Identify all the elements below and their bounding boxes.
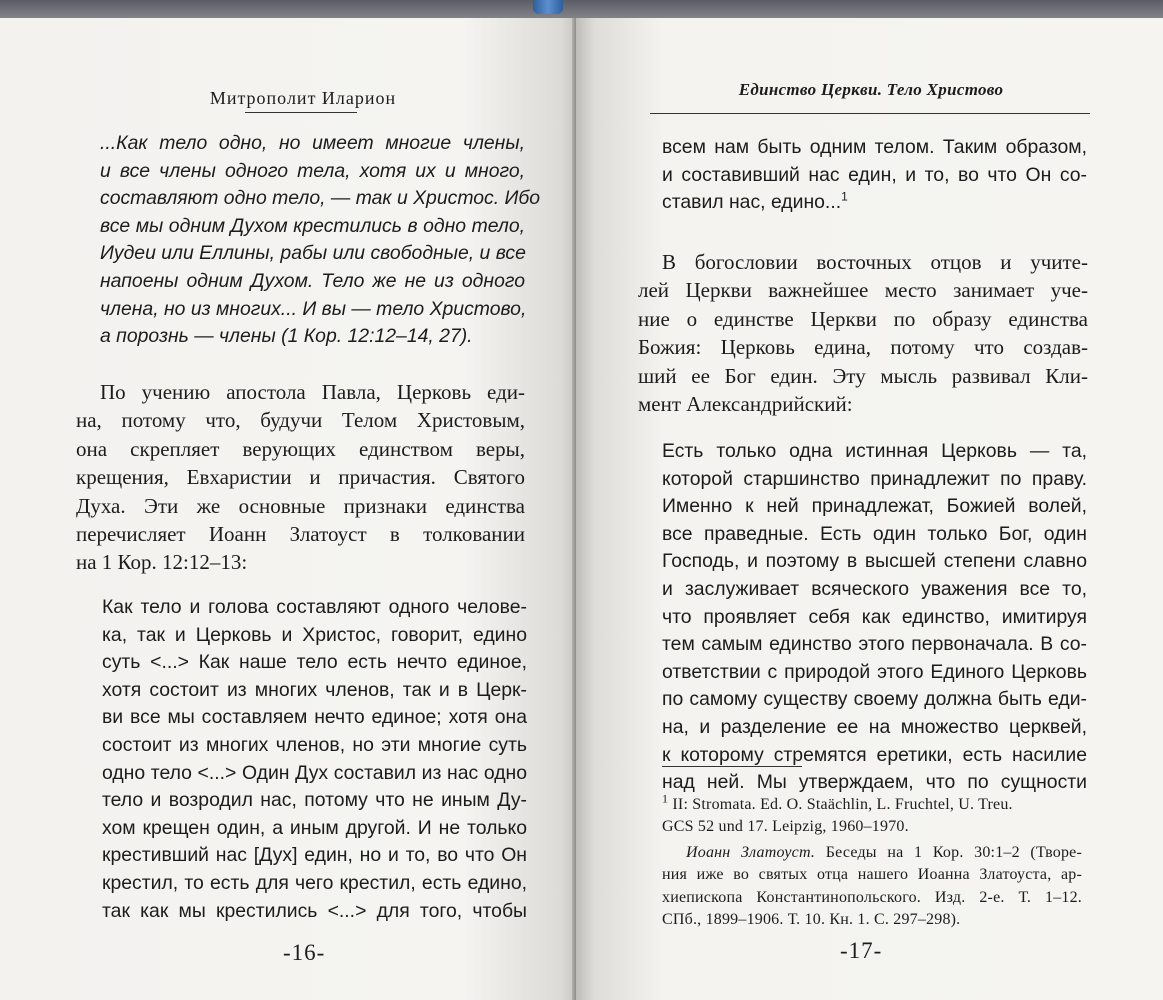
quote-line: так как мы крестились <...> для того, чтобы: [102, 899, 527, 922]
page-number: -16-: [283, 940, 326, 965]
scripture-quote: [100, 130, 541, 351]
running-head-left: Митрополит Иларион: [209, 88, 397, 108]
footnote-text: Беседы на 1 Кор. 30:1–2 (Творе-: [825, 844, 1082, 861]
quote-line: которой старшинство принадлежит по праву.: [662, 467, 1087, 490]
quote-line: и заслуживает всяческого уважения все то,: [662, 577, 1087, 600]
footnote-1: [662, 791, 1082, 839]
footnote-author: Иоанн Златоуст.: [686, 844, 816, 861]
paragraph-line: По учению апостола Павла, Церковь еди-: [100, 380, 525, 404]
quote-line: и все члены одного тела, хотя их и много,: [100, 159, 525, 182]
quote-continuation: [662, 134, 1087, 217]
quote-line: все праведные. Есть один только Бог, один: [662, 522, 1087, 545]
paragraph-line: В богословии восточных отцов и учите-: [662, 250, 1088, 274]
quote-line: напоены одним Духом. Тело же не из одного: [100, 269, 525, 292]
quote-line: суть <...> Как наше тело есть нечто единое,: [102, 651, 527, 674]
quote-line: одно тело <...> Один Дух составил из нас одно: [102, 761, 527, 784]
paragraph-line: на 1 Кор. 12:12–13:: [76, 550, 248, 575]
quote-line: Господь, и поэтому в высшей степени славно: [662, 550, 1087, 573]
quote-line: составляют одно тело, — так и Христос. Ибо: [100, 187, 541, 210]
quote-line-text: ставил нас, едино...: [662, 191, 842, 214]
quote-line: ви все мы составляем нечто единое; хотя она: [102, 706, 527, 729]
quote-line: [662, 189, 1087, 217]
footnote-line: хиепископа Константинопольского. Изд. 2-е. Т. 1–12.: [662, 888, 1082, 906]
quote-line: а порознь — члены (1 Кор. 12:12–14, 27).: [100, 325, 473, 348]
running-head-rule: [650, 113, 1090, 114]
footnote-line: СПб., 1899–1906. Т. 10. Кн. 1. С. 297–298).: [662, 911, 961, 929]
quote-line: на, и разделение ее на множество церквей,: [662, 715, 1087, 738]
paragraph-line: Духа. Эти же основные признаки единства: [76, 493, 525, 518]
paragraph-line: она скрепляет верующих единством веры,: [76, 436, 525, 461]
footnote-text: II: Stromata. Ed. O. Staächlin, L. Fruchtel, U. Treu.: [672, 796, 1013, 813]
body-paragraph: [638, 248, 1088, 418]
quote-line: состоит из многих членов, но эти многие суть: [102, 733, 527, 756]
quote-line: и составивший нас един, и то, во что Он со-: [662, 163, 1087, 186]
running-head-right: Единство Церкви. Тело Христово: [738, 80, 1004, 99]
quote-line: крестил, то есть для чего крестил, есть едино,: [102, 871, 527, 894]
footnote-ref: 1: [841, 189, 848, 204]
right-page: [576, 18, 1163, 1000]
footnote-line: [662, 842, 1082, 864]
quote-line: хом крещен один, а иным другой. И не только: [102, 816, 527, 839]
quote-line: члена, но из многих... И вы — тело Христово,: [100, 297, 527, 320]
paragraph-line: крещения, Евхаристии и причастия. Святого: [76, 465, 525, 490]
quote-line: к которому стремятся еретики, есть насилие: [662, 743, 1087, 766]
paragraph-line: ший ее Бог един. Эту мысль развивал Кли-: [638, 363, 1088, 388]
footnote-2: [662, 842, 1082, 932]
bookmark-ribbon: [533, 0, 563, 14]
quote-line: всем нам быть одним телом. Таким образом,: [662, 136, 1087, 158]
quote-line: Именно к ней принадлежат, Божией волей,: [662, 495, 1087, 518]
paragraph-line: перечисляет Иоанн Златоуст в толковании: [76, 521, 525, 546]
quote-line: хотя состоит из многих членов, так и в Церк-: [102, 678, 527, 701]
quote-line: по самому существу своему должна быть еди-: [662, 688, 1087, 711]
quote-line: над ней. Мы утверждаем, что по сущности: [662, 771, 1087, 794]
quote-line: ...Как тело одно, но имеет многие члены,: [100, 132, 525, 154]
footnote-line: GCS 52 und 17. Leipzig, 1960–1970.: [662, 818, 909, 836]
quote-line: тело и возродил нас, потому что не иным Ду-: [102, 789, 527, 812]
footnote-line: ния иже во святых отца нашего Иоанна Златоуста, ар-: [662, 866, 1082, 884]
paragraph-line: мент Александрийский:: [638, 391, 853, 416]
footnote-rule: [662, 766, 802, 767]
quote-line: крестивший нас [Дух] един, но и то, во что Он: [102, 844, 527, 867]
paragraph-line: лей Церкви важнейшее место занимает уче-: [638, 278, 1088, 303]
paragraph-line: ние о единстве Церкви по образу единства: [638, 306, 1088, 331]
page-number: -17-: [840, 938, 883, 963]
quote-line: Есть только одна истинная Церковь — та,: [662, 440, 1087, 462]
clement-quote: [662, 438, 1087, 797]
quote-line: ка, так и Церковь и Христос, говорит, едино: [102, 623, 527, 646]
paragraph-line: Божия: Церковь едина, потому что создав-: [638, 335, 1088, 360]
left-page: [0, 18, 578, 1000]
chrysostom-quote: [102, 594, 527, 925]
footnote-marker: 1: [662, 791, 669, 806]
quote-line: Как тело и голова составляют одного челове-: [102, 596, 527, 618]
quote-line: ответствии с природой этого Единого Церковь: [662, 660, 1087, 683]
paragraph-line: на, потому что, будучи Телом Христовым,: [76, 408, 525, 433]
quote-line: тем самым единство этого первоначала. В со-: [662, 633, 1087, 656]
footnote-line: [662, 791, 1082, 816]
body-paragraph: [76, 378, 525, 577]
quote-line: что проявляет себя как единство, имитируя: [662, 605, 1087, 628]
quote-line: Иудеи или Еллины, рабы или свободные, и все: [100, 242, 526, 265]
running-head-rule: [245, 112, 357, 113]
quote-line: все мы одним Духом крестились в одно тело,: [100, 214, 525, 237]
